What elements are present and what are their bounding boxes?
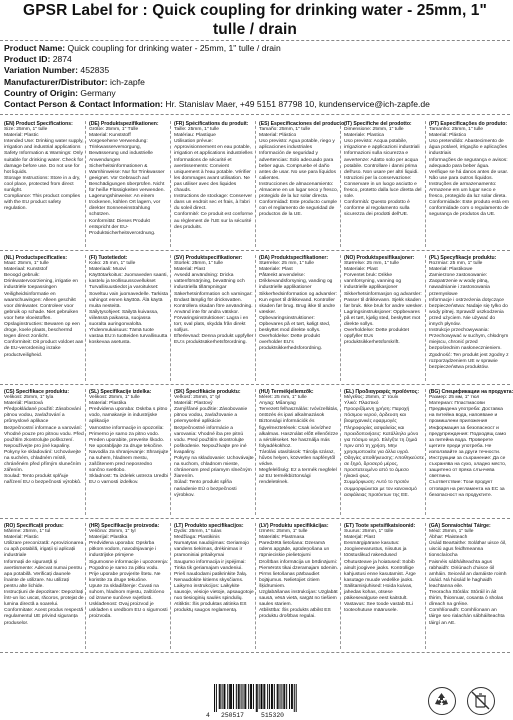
language-block bbox=[258, 523, 339, 649]
language-block-text: Tamanho: 25mm, 1" tulle Material: Plástico Uso pretendido: Abastecimento de água potável, irrigação e aplicações industriais Informações de segurança e avisos: adequado para beber água. Verifique se há danos antes de usar. Não use para outros líquidos. Instruções de armazenamento: Armazene em um lugar seco e fresco, protegido da luz solar direta. Conformidade: Este produto está em conformidade com o regulamento de segurança de produtos da UE. bbox=[429, 127, 509, 218]
barcode-bar bbox=[296, 684, 297, 712]
column-divider bbox=[340, 121, 341, 247]
barcode-bar bbox=[272, 684, 273, 709]
language-block-text: Veľkosť: 25mm, 1" tyl Materiál: Plastový Zamýšľané použitie: Zásobovanie pitnou vodou, zavlažovanie a priemyselné aplikácie Bezpečnostné informácie a varovania: Vhodné iba pre pitnú vodu. Pred použitím skontrolujte poškodenie. Nepoužívajte pre iné kvapaliny. Pokyny na skladovanie: Uchovávajte na suchom, chladnom mieste, chránenom pred priamym slnečným žiarením. Súlad: Tento produkt spĺňa nariadenie EÚ o bezpečnosti výrobkov. bbox=[174, 395, 254, 498]
language-block-heading: (FI) Tuotetiedot: bbox=[89, 255, 128, 261]
barcode-bar bbox=[248, 684, 249, 709]
language-block-text: Dimensione: 25mm, 1" tulle Materiale: Plastica Uso previsto: Acqua potabile, irrigazione e applicazioni industriali Informazioni sulla sicurezza e avvertenze: Adatto solo per acqua potabile. Controllare i danni prima dell'uso. Non usare per altri liquidi. Istruzioni per la conservazione: Conservare in un luogo asciutto e fresco, protetto dalla luce diretta del sole. Conformità: Questo prodotto è conforme al regolamento sulla sicurezza dei prodotti dell'UE. bbox=[344, 127, 422, 218]
language-block-heading: (PL) Specyfikacje produktu: bbox=[429, 255, 497, 261]
meta-product-name: Product Name: Quick coupling for drinking water - 25mm, 1" tulle / drain bbox=[4, 43, 281, 53]
recycling-icon bbox=[428, 687, 456, 715]
barcode-bar bbox=[278, 684, 279, 709]
barcode-bar bbox=[289, 684, 290, 709]
barcode-bar bbox=[271, 684, 272, 709]
language-block bbox=[3, 523, 84, 649]
language-block bbox=[428, 121, 509, 247]
meta-product-id: Product ID: 2874 bbox=[4, 54, 72, 65]
barcode-bar bbox=[233, 684, 234, 709]
barcode-bar bbox=[230, 684, 231, 709]
language-block-text: Taille: 25mm, 1" tulle Matériau: Plastique Utilisation prévue: Approvisionnement en eau potable, irrigation et applications industrielles Informations de sécurité et avertissements: Convient uniquement à l'eau potable. Vérifier les dommages avant utilisation. Ne pas utiliser avec des liquides chauds. Instructions de stockage: Conserver dans un endroit sec et frais, à l'abri du soleil direct. Conformité: Ce produit est conforme au règlement de l'UE sur la sécurité des produits. bbox=[174, 127, 253, 230]
product-meta bbox=[4, 43, 504, 110]
barcode-bar bbox=[284, 684, 285, 709]
language-block bbox=[173, 121, 254, 247]
column-divider bbox=[170, 523, 171, 649]
language-block-heading: (DE) Produktspezifikationen: bbox=[89, 121, 159, 127]
language-block bbox=[258, 389, 339, 515]
column-divider bbox=[85, 255, 86, 381]
language-block-heading: (SV) Produktspecifikationer: bbox=[174, 255, 243, 261]
barcode-bar bbox=[243, 684, 244, 709]
barcode-bar bbox=[241, 684, 242, 709]
barcode-bar bbox=[274, 684, 275, 709]
barcode-bar bbox=[251, 684, 252, 709]
divider-top bbox=[0, 40, 510, 41]
language-block-text: Méid: 25mm, 1" tulle Ábhar: Plaisteach Úsáid Beartaithe: Soláthar uisce óil, uisciú agus feidhmeanna tionsclaíocha Faisnéis sábháilteachta agus rabhaidh: Oiriúnach d'uisce óil amháin. Seiceáil an damáiste roimh úsáid. Ná húsáid le haghaidh leachtanna eile. Treoracha Stórála: Stóráil in áit thirim, fhionnuar, cosanta ó sholas díreach na gréine. Comhlíonadh: Comhlíonann an táirge seo rialachán sábháilteachta táirgí an AE. bbox=[429, 529, 507, 626]
barcode-bar bbox=[244, 684, 245, 709]
language-block-text: Velikost: 25mm, 1" tulle Material: Plastika Predvidena uporaba: Oskrba s pitno vodo, namakanje in industrijske aplikacije Varnostne informacije in opozorila: Primerno je samo za pitno vodo. Preden uporabite, preverite škodo. Ne uporabljajte za druge tekočine. Navodila za shranjevanje: Shranjujte na suhem, hladnem mestu, zaščitenem pred neposredno sončno svetlobo. Skladnost: Ta izdelek ustreza Uredbi EU o varnosti izdelkov. bbox=[89, 395, 169, 486]
column-divider bbox=[425, 121, 426, 247]
column-divider bbox=[425, 255, 426, 381]
language-block-heading: (IT) Specifiche del prodotto: bbox=[344, 121, 412, 127]
language-block-heading: (PT) Especificações do produto: bbox=[429, 121, 508, 127]
language-block-text: Størrelse: 25 mm, 1" tulle Materiale: Plast Forventet bruk: Drikke vannforsyning, vanning og industrielle applikasjoner Sikkerhetsinformasjon og advarsler: Passer til drikkevann. Sjekk skaden før bruk. Ikke bruk for andre væsker. Lagringsinstruksjoner: Oppbevares på et tørt, kjølig sted, beskyttet mot direkte sollys. Overholdelse: Dette produktet oppfyller EUs produktsikkerhetsforskrift. bbox=[344, 261, 423, 346]
barcode-digit-right: 515320 bbox=[261, 712, 285, 719]
language-block-heading: (BG) Спецификации на продукта: bbox=[429, 389, 513, 395]
language-block-heading: (FR) Spécifications du produit: bbox=[174, 121, 249, 127]
column-divider bbox=[425, 523, 426, 649]
language-block-text: Μέγεθος: 25mm, 1" τουλι Υλικό: Πλαστικό Προοριζόμενη χρήση: Παροχή πόσιμου νερού, άρδευση και βιομηχανικές εφαρμογές Πληροφορίες ασφαλείας και προειδοποιήσεις: Κατάλληλο μόνο για πόσιμο νερό. Ελέγξτε τη ζημιά πριν από τη χρήση. Μην χρησιμοποιείτε για άλλα υγρά. Οδηγίες αποθήκευσης: Αποθηκεύστε σε ξηρό, δροσερό μέρος, προστατευμένο από το άμεσο ηλιακό φως. Συμμόρφωση: Αυτό το προϊόν συμμορφώνεται με τον κανονισμό ασφάλειας προϊόντων της ΕΕ. bbox=[344, 395, 424, 498]
barcode-bar bbox=[259, 684, 260, 709]
barcode-bar bbox=[231, 684, 232, 709]
language-block-heading: (SK) Špecifikácie produktu: bbox=[174, 389, 241, 395]
language-block-text: Maat: 25mm, 1" tulle Materiaal: Kunststof Beoogd gebruik: Drinkwatervoorziening, irrigatie en industriële toepassingen Veiligheidsinformatie en waarschuwingen: Alleen geschikt voor drinkwater. Controleer voor gebruik op schade. Niet gebruiken voor hete vloeistoffen. Opslaginstructies: Bewaren op een droge, koele plaats, beschermd tegen direct zonlicht. Conformiteit: Dit product voldoet aan de EU-verordening inzake productveiligheid. bbox=[4, 261, 84, 358]
language-section-row bbox=[0, 385, 513, 519]
language-block-heading: (ES) Especificaciones del producto: bbox=[259, 121, 346, 127]
language-block bbox=[173, 389, 254, 515]
barcode-bar bbox=[269, 684, 270, 709]
language-block-heading: (SL) Specifikacije izdelka: bbox=[89, 389, 152, 395]
barcode-bar bbox=[236, 684, 237, 709]
language-section-row bbox=[0, 519, 510, 653]
language-block-heading: (DA) Produktspecifikationer: bbox=[259, 255, 329, 261]
language-block-text: Koko: 25 mm, 1" tulle Materiaali: Muovi Käyttötarkoitus: Juomaveden saanti, kastelu ja teollisuussovellukset Turvallisuustiedot ja varoitukset: Soveltuu vain juomavedelle. Tarkista vahingot ennen käyttöä. Älä käytä muita nesteitä. Säilytysohjeet: Säilytä kuivassa, viileässä paikassa, suojassa suoralta auringonvalolta. Yhdenmukaisuus: Tämä tuote vastaa EU:n tuotteiden turvallisuutta koskevaa asetusta. bbox=[89, 261, 169, 346]
language-block bbox=[173, 255, 254, 381]
barcode-bar bbox=[229, 684, 230, 709]
language-block-text: Tamaño: 25mm, 1" tulle Material: Plástico Uso previsto: Agua potable, riego y aplicaciones industriales Información de seguridad y advertencias: Solo adecuado para beber agua. Compruebe el daño antes de usar. No use para líquidos calientes. Instrucciones de almacenamiento: Almacene en un lugar seco y fresco, protegido de la luz solar directa. Conformidad: Este producto cumple con el reglamento de seguridad de productos de la UE. bbox=[259, 127, 339, 218]
barcode-bar bbox=[253, 684, 254, 709]
column-divider bbox=[255, 389, 256, 515]
language-block bbox=[3, 255, 84, 381]
column-divider bbox=[85, 389, 86, 515]
language-block-text: Méret: 25 mm, 1" tulle Anyag: Műanyag Tervezett felhasználás: Ivóvízellátás, öntözés és ipari alkalmazások Biztonsági információk és figyelmeztetések: Csak ivóvízhez alkalmas. Használat előtt ellenőrizze a sérüléseket. Ne használja más folyadékokhoz. Tárolási utasítások: Tárolja száraz, hűvös helyen, közvetlen napfénytől védve. Megfelelőség: Ez a termék megfelel az EU termékbiztonsági rendeletének. bbox=[259, 395, 339, 486]
divider-meta bbox=[0, 114, 510, 115]
language-block-text: Mărime: 25mm, 1" tul Material: Plastic Utilizare preconizată: Aprovizionarea cu apă potabilă, irigații și aplicații industriale Informații de siguranță și avertismente: Adecvat numai pentru apa potabilă. Verificați daunele înainte de utilizare. Nu utilizați pentru alte lichide. Instrucțiuni de depozitare: Depozitați într-un loc uscat, răcoros, protejat de lumina directă a soarelui. Conformitate: Acest produs respectă regulamentul UE privind siguranța produselor. bbox=[4, 529, 84, 626]
barcode-bar bbox=[292, 684, 293, 709]
language-block-text: Veličina: 25mm, 1" tyl Materijal: Plastika Predviđena uporaba: Opskrba pitkom vodom, navodnjavanje i industrijske primjene Sigurnosne informacije i upozorenja: Pogodno je samo za pitku vodu. Prije uporabe provjerite štetu. Ne koristite za druge tekućine. Upute za skladištenje: Čuvati na suhom, hladnom mjestu, zaštićeno od izravne sunčeve svjetlosti. Usklađenost: Ovaj proizvod je usklađen s uredbom EU o sigurnosti proizvoda. bbox=[89, 529, 169, 620]
language-block bbox=[3, 121, 84, 247]
language-block bbox=[343, 255, 424, 381]
language-block bbox=[88, 523, 169, 649]
language-block-heading: (GA) Sonraíochtaí Táirge: bbox=[429, 523, 491, 529]
column-divider bbox=[340, 389, 341, 515]
barcode-bar bbox=[261, 684, 262, 709]
language-block-text: Dydis: 25mm, 1" tulas Medžiaga: Plastikinis Numatytas naudojimas: Geriamojo vandens tiekimas, drėkinimas ir pramoniniai pritaikymai Saugumo informacija ir įspėjimai: Tinka tik geriamajam vandeniui. Prieš naudodami patikrinkite žalą. Nenaudokite kitiems skysčiams. Laikymo instrukcijos: Laikykite sausoje, vėsioje vietoje, apsaugotoje nuo tiesioginių saulės spindulių. Atitiktis: Šis produktas atitinka ES produktų saugos reglamentą. bbox=[174, 529, 254, 614]
meta-contact: Contact Person & Contact Information: Hr. Stanislav Maer, +49 5151 87798 10, kundenservice@ich-zapfe.de bbox=[4, 99, 430, 110]
barcode-bar bbox=[281, 684, 282, 709]
barcode-digit-prefix: 4 bbox=[206, 712, 210, 719]
barcode-bar bbox=[224, 684, 225, 709]
language-block-text: Suurus: 25mm, 1" tülle Materjal: Plast Eesmärgipärane kasutus: Joogiveevarustus, niisutus ja tööstuslikud rakendused Ohutusteave ja hoiatused: Sobib ainult joogivee jaoks. Kontrollige kahjustusi enne kasutamist. Ärge kasutage muude vedelike jaoks. Säilitamisjuhised: Hoida kuivas, jahedas kohas, otsese päikesevalguse eest kaitstult. Vastavus: See toode vastab ELi tooteohutuse määrusele. bbox=[344, 529, 416, 614]
barcode-bar bbox=[245, 684, 246, 709]
barcode-bar bbox=[222, 684, 223, 709]
barcode-bar bbox=[224, 684, 225, 709]
barcode-bar bbox=[280, 684, 281, 709]
barcode-bar bbox=[277, 684, 278, 709]
language-block-heading: (NL) Productspecificaties: bbox=[4, 255, 68, 261]
meta-country-of-origin: Country of Origin: Germany bbox=[4, 87, 116, 98]
language-block-heading: (LV) Produktu specifikācijas: bbox=[259, 523, 329, 529]
language-block bbox=[88, 389, 169, 515]
language-block-text: Größe: 25mm, 1" Tülle Material: Kunststoff Vorgesehene Verwendung: Trinkwasserversorgung, Bewässerung und industrielle Anwendungen Sicherheitsinformationen & Warnhinweise: Nur für Trinkwasser geeignet. Vor Gebrauch auf Beschädigungen überprüfen. Nicht für heiße Flüssigkeiten verwenden. Lagerungshinweise: An einem trockenen, kühlen Ort lagern, vor direkter Sonneneinstrahlung schützen. Konformität: Dieses Produkt entspricht der EU-Produktsicherheitsverordnung. bbox=[89, 127, 165, 236]
barcode-bar bbox=[227, 684, 228, 709]
barcode-bar bbox=[219, 684, 220, 709]
barcode-bar bbox=[262, 684, 263, 709]
language-block-text: Izmērs: 25mm, 1" tulle Materiāls: Plastmasa Paredzētā lietošana: Dzeramā ūdens apgāde, apūdeņošana un rūpnieciskie pielietojumi Drošības informācija un brīdinājumi: Piemērots tikai dzeramajam ūdenim. Pirms lietošanas pārbaudiet bojājumus. Nelietojiet citiem šķidrumiem. Uzglabāšanas instrukcijas: Uzglabāt sausā, vēsā vietā, sargāt no tiešiem saules stariem. Atbilstība: Šis produkts atbilst ES produktu drošības regulai. bbox=[259, 529, 339, 620]
column-divider bbox=[255, 121, 256, 247]
barcode-bar bbox=[250, 684, 251, 709]
section-divider bbox=[0, 652, 510, 653]
language-block-heading: (ET) Toote spetsifikatsioonid: bbox=[344, 523, 416, 529]
language-block bbox=[88, 255, 169, 381]
column-divider bbox=[340, 523, 341, 649]
barcode-bar bbox=[220, 684, 221, 709]
column-divider bbox=[85, 121, 86, 247]
footer-area bbox=[0, 684, 510, 720]
no-disposal-icon bbox=[467, 687, 495, 715]
language-section-row bbox=[0, 117, 510, 251]
language-block-heading: (HR) Specifikacije proizvoda: bbox=[89, 523, 160, 529]
barcode-bar bbox=[256, 684, 257, 712]
language-block-text: Størrelse: 25 mm, 1" tulle Materiale: Plast Påtænkt anvendelse: Drikkevandsforsyning, vanding og industrielle applikationer Sikkerhedsinformation og advarsler: Kun egnet til drikkevand. Kontroller skaden før brug. Brug ikke til andre væsker. Opbevaringsinstruktioner: Opbevares på et tørt, køligt sted, beskyttet mod direkte sollys. Overholdelse: Dette produkt overholder EU's produktsikkerhedsforordning. bbox=[259, 261, 338, 352]
language-block-heading: (CS) Specifikace produktu: bbox=[4, 389, 70, 395]
meta-variation-number: Variation Number: 452835 bbox=[4, 65, 110, 76]
barcode-bar bbox=[264, 684, 265, 709]
language-block-text: Velikost: 25mm, 1" tyla Materiál: Plastová Předpokládané použití: Zásobování pitnou vodou, zavlažování a průmyslové aplikace Bezpečnostní informace a varování: Vhodné pouze pro pitnou vodu. Před použitím zkontrolujte poškození. Nepoužívejte pro jiné kapaliny. Pokyny ke skladování: Uchovávejte na suchém, chladném místě, chráněném před přímým slunečním zářením. Soulad: Tento produkt splňuje nařízení EU o bezpečnosti výrobků. bbox=[4, 395, 84, 486]
column-divider bbox=[255, 255, 256, 381]
column-divider bbox=[170, 255, 171, 381]
barcode bbox=[206, 684, 300, 720]
column-divider bbox=[340, 255, 341, 381]
barcode-bar bbox=[286, 684, 287, 709]
language-block-heading: (EL) Προδιαγραφές προϊόντος: bbox=[344, 389, 420, 395]
language-block bbox=[343, 523, 424, 649]
language-block-text: Rozmiar: 25 mm, 1" tulle Materiał: Plastikowe Zamierzone zastosowanie: Zaopatrzenie w wodę pitną, nawadnianie i zastosowania przemysłowe Informacje i ostrzeżenia dotyczące bezpieczeństwa: Nadaje się tylko do wody pitnej. Sprawdź uszkodzenia przed użyciem. Nie używać do innych płynów. Instrukcje przechowywania: Przechowywać w suchym, chłodnym miejscu, chronić przed bezpośrednim nasłonecznieniem. Zgodność: Ten produkt jest zgodny z rozporządzeniem UE w sprawie bezpieczeństwa produktów. bbox=[429, 261, 509, 370]
language-block-heading: (EN) Product Specifications: bbox=[4, 121, 73, 127]
language-section-row bbox=[0, 251, 510, 385]
barcode-bar bbox=[263, 684, 264, 709]
language-block-heading: (RO) Specificații produs: bbox=[4, 523, 64, 529]
barcode-digit-left: 250517 bbox=[221, 712, 245, 719]
barcode-bar bbox=[291, 684, 292, 709]
column-divider bbox=[170, 389, 171, 515]
language-block bbox=[428, 255, 509, 381]
language-block bbox=[258, 255, 339, 381]
language-block bbox=[173, 523, 254, 649]
language-block bbox=[343, 121, 424, 247]
language-block bbox=[3, 389, 84, 515]
language-block-heading: (LT) Produkto specifikacijos: bbox=[174, 523, 244, 529]
language-block bbox=[428, 389, 513, 515]
barcode-bar bbox=[267, 684, 268, 709]
meta-manufacturer: Manufacturer/Distributor: ich-zapfe bbox=[4, 76, 145, 87]
column-divider bbox=[425, 389, 426, 515]
barcode-bar bbox=[214, 684, 215, 712]
barcode-bar bbox=[238, 684, 239, 709]
language-block-text: Размер: 25 мм, 1" тюл Материал: Пластмасови Предвидена употреба: Доставка на питейна вода, напояване и промишлени приложения Информация за безопасност и предупреждения: Подходящ само за питейна вода. Проверете щетите преди употреба. Не използвайте за други течности. Инструкции за съхранение: Да се съхранява на сухо, хладно място, защитено от пряка слънчева светлина. Съответствие: Този продукт отговаря на регламента на ЕС за безопасност на продуктите. bbox=[429, 395, 507, 498]
column-divider bbox=[85, 523, 86, 649]
barcode-bar bbox=[294, 684, 295, 712]
barcode-bar bbox=[283, 684, 284, 709]
barcode-bar bbox=[216, 684, 217, 712]
barcode-bar bbox=[239, 684, 240, 709]
language-block-text: Storlek: 25mm, 1" tulle Material: Plast Avsedd användning: Dricka vattenförsörjning, bevattning och industriella tillämpningar Säkerhetsinformation och varningar: Endast lämplig för dricksvatten. Kontrollera skadan före användning. Använd inte för andra vätskor. Förvaringsinstruktioner: Lagra i en torr, sval plats, skydda från direkt solljus. Efterlevnad: Denna produkt uppfyller EU:s produktsäkerhetsförordning. bbox=[174, 261, 254, 346]
language-block-heading: (NO) Produktspesifikasjoner: bbox=[344, 255, 415, 261]
language-block bbox=[343, 389, 424, 515]
column-divider bbox=[170, 121, 171, 247]
barcode-bars bbox=[206, 684, 300, 712]
language-block bbox=[258, 121, 346, 247]
column-divider bbox=[255, 523, 256, 649]
language-block-heading: (HU) Termékjellemzők: bbox=[259, 389, 314, 395]
language-block bbox=[88, 121, 169, 247]
barcode-bar bbox=[257, 684, 258, 712]
page-title: GPSR Label for : Quick coupling for drinking water - 25mm, 1" tulle / drain bbox=[23, 2, 487, 38]
language-block-text: Size: 25mm, 1" tulle Material: Plastic Intended Use: Drinking water supply, irrigation and industrial applications Safety Information & Warnings: Only suitable for drinking water. Check for damage before use. Do not use for hot liquids. Storage Instructions: Store in a dry, cool place, protected from direct sunlight. Compliance: This product complies with the EU product safety regulation. bbox=[4, 127, 84, 212]
barcode-digits bbox=[206, 711, 300, 720]
language-block bbox=[428, 523, 509, 649]
